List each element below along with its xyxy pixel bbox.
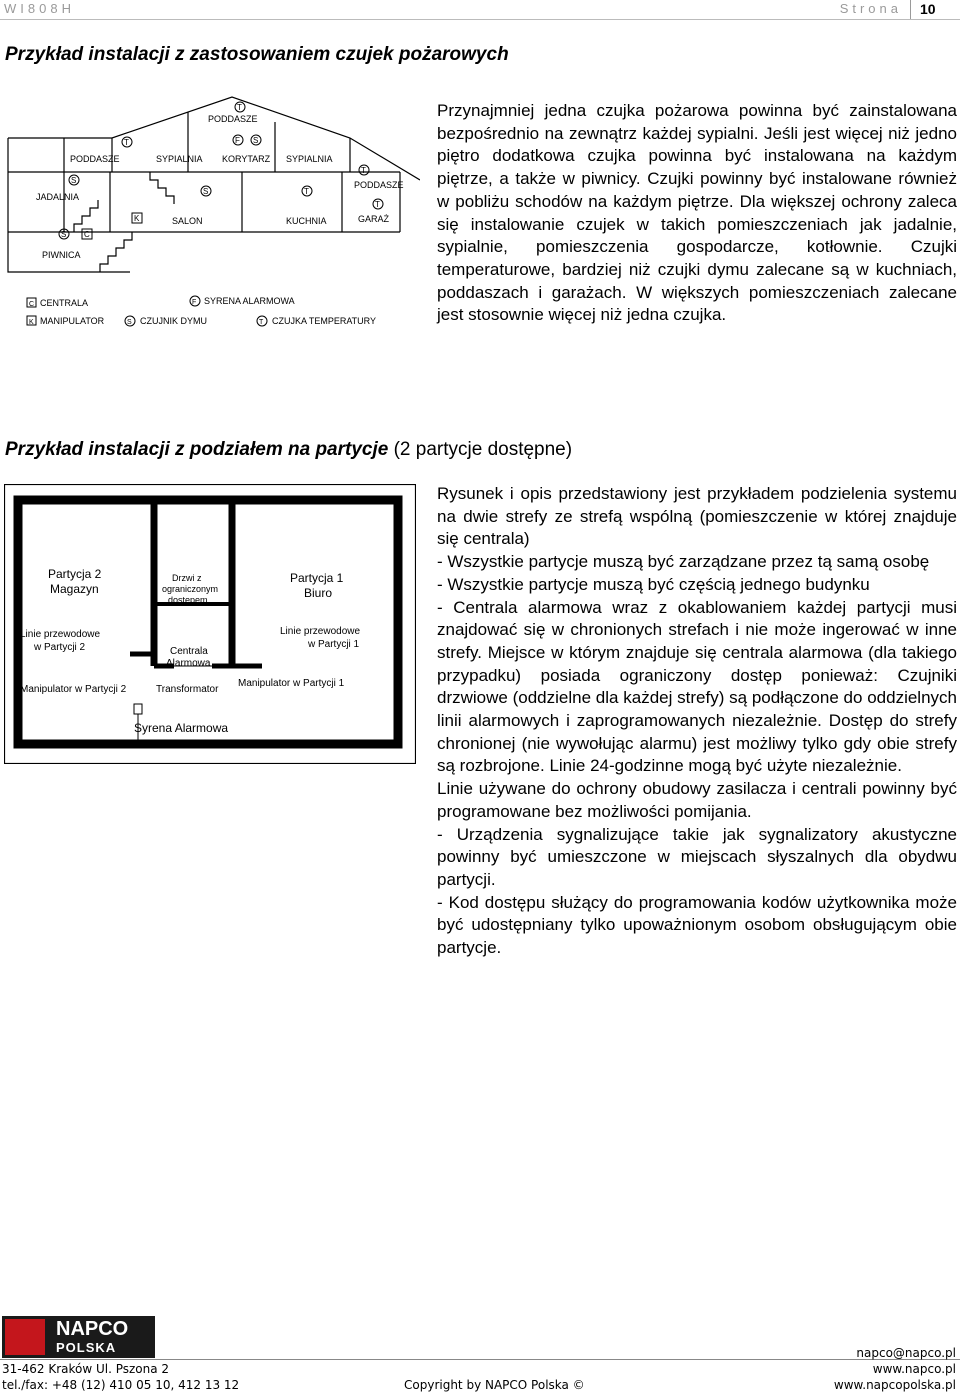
section2-paragraph: Linie używane do ochrony obudowy zasilacza i centrali powinny być programowane bez możliwości pomijania. — [437, 779, 957, 821]
svg-text:F: F — [235, 136, 240, 145]
room-label: PODDASZE — [70, 154, 120, 164]
svg-text:C: C — [84, 230, 90, 239]
page-number: 10 — [920, 1, 936, 17]
section2-text — [437, 483, 957, 960]
zone2-sublabel: Magazyn — [50, 582, 99, 596]
transformer-label: Transformator — [156, 684, 219, 695]
room-label: JADALNIA — [36, 192, 80, 202]
page-footer — [0, 1312, 960, 1392]
zone2-label: Partycja 2 — [48, 567, 102, 581]
room-label: SALON — [172, 216, 203, 226]
temp-detector-icon — [122, 137, 132, 147]
svg-text:K: K — [29, 319, 34, 326]
footer-web-link[interactable]: www.napco.pl — [872, 1362, 956, 1376]
temp-detector-icon — [235, 102, 245, 112]
section2-paragraph: - Wszystkie partycje muszą być zarządzane przez tą samą osobę — [437, 552, 930, 572]
wiring-label: w Partycji 1 — [308, 639, 360, 650]
building-walls — [18, 500, 398, 744]
svg-text:T: T — [304, 187, 309, 196]
section2-paragraph: Rysunek i opis przedstawiony jest przykładem podzielenia systemu na dwie strefy ze strefą wspólną (pomieszczenie w której znajduje się centrala) — [437, 484, 957, 549]
room-label: PODDASZE — [354, 180, 404, 190]
panel-icon — [82, 229, 92, 239]
door-label: ograniczonym — [162, 584, 219, 594]
roof-line — [8, 97, 420, 180]
smoke-detector-icon — [201, 186, 211, 196]
logo-mark-icon — [5, 1319, 45, 1355]
header-separator — [910, 0, 911, 20]
logo-text-bottom: POLSKA — [56, 1340, 117, 1355]
svg-text:T: T — [259, 319, 264, 326]
keypad-icon — [132, 213, 142, 223]
section1-title: Przykład instalacji z zastosowaniem czujek pożarowych — [5, 44, 509, 65]
room-label: GARAŻ — [358, 214, 390, 224]
svg-text:S: S — [61, 230, 67, 239]
wiring-label: Linie przewodowe — [280, 626, 361, 637]
footer-rule — [0, 1359, 960, 1360]
svg-text:S: S — [203, 187, 209, 196]
svg-text:T: T — [237, 103, 242, 112]
doc-code: WI808H — [4, 1, 75, 16]
napco-logo — [2, 1316, 155, 1358]
svg-text:F: F — [192, 299, 197, 306]
section2-title-suffix: (2 partycje dostępne) — [393, 439, 573, 460]
zone1-label: Partycja 1 — [290, 571, 344, 585]
footer-phone: tel./fax: +48 (12) 410 05 10, 412 13 12 — [2, 1378, 240, 1392]
smoke-detector-icon — [69, 175, 79, 185]
footer-web-link[interactable]: www.napcopolska.pl — [833, 1378, 956, 1392]
partition-diagram — [4, 484, 416, 764]
footer-address: 31-462 Kraków Ul. Pszona 2 — [2, 1362, 170, 1376]
legend-manipulator: MANIPULATOR — [40, 316, 105, 326]
room-label: SYPIALNIA — [156, 154, 203, 164]
section2-paragraph: - Centrala alarmowa wraz z okablowaniem każdej partycji musi znajdować się w chronionych strefach i nie może ingerować w inne strefy. Miejsce w którym znajduje się centrala alarmowa (dla takiego przypadku) posiada ograniczony dostęp ponieważ: Czujniki drzwiowe (oddzielne dla każdej strefy) są podłączone do oddzielnych linii alarmowych i zaprogramowanych niezależnie. Dostęp do strefy chronionej (nie wywołując alarmu) jest możliwy tylko gdy obie strefy są rozbrojone. Linie 24-godzinne mogą być użyte niezależnie. — [437, 597, 957, 776]
section2-paragraph: - Wszystkie partycje muszą być częścią jednego budynku — [437, 574, 870, 594]
section1-text: Przynajmniej jedna czujka pożarowa powinna być zainstalowana bezpośrednio na zewnątrz każdej sypialni. Jeśli jest więcej niż jedno piętro dodatkowa czujka powinna być instalowana na każdym piętrze, a także w piwnicy. Czujki powinny być instalowane również w pobliżu schodów na każdym piętrze. Dla większej ochrony zaleca się instalowanie czujek w takich pomieszczeniach jak jadalnie, sypialnie, pomieszczenia gospodarcze, kotłownie. Czujki temperaturowe, bardziej niż czujki dymu zalecane są w kuchniach, poddaszach i garażach. W większych pomieszczeniach zalecane jest stosownie więcej niż jedna czujka. — [437, 101, 957, 325]
section2-paragraph: - Urządzenia sygnalizujące takie jak sygnalizatory akustyczne powinny być umieszczone w miejscach słyszalnych dla obydwu partycji. — [437, 824, 957, 889]
legend-czujnik-dymu: CZUJNIK DYMU — [140, 316, 207, 326]
svg-text:T: T — [375, 200, 380, 209]
smoke-detector-icon — [59, 229, 69, 239]
svg-text:T: T — [361, 166, 366, 175]
room-label: PIWNICA — [42, 250, 81, 260]
room-label: PODDASZE — [208, 114, 258, 124]
svg-text:T: T — [124, 138, 129, 147]
temp-detector-icon — [373, 199, 383, 209]
footer-email-link[interactable]: napco@napco.pl — [856, 1346, 956, 1360]
zone1-sublabel: Biuro — [304, 586, 333, 600]
siren-icon — [134, 704, 142, 714]
temp-detector-icon — [302, 186, 312, 196]
legend-syrena: SYRENA ALARMOWA — [204, 296, 295, 306]
room-label: KUCHNIA — [286, 216, 327, 226]
siren-label: Syrena Alarmowa — [134, 721, 229, 735]
keypad2-label: Manipulator w Partycji 2 — [20, 684, 127, 695]
legend-centrala: CENTRALA — [40, 298, 89, 308]
smoke-detector-icon — [251, 135, 261, 145]
footer-copyright: Copyright by NAPCO Polska © — [404, 1378, 585, 1392]
fire-detector-house-diagram — [0, 92, 420, 342]
wiring-label: Linie przewodowe — [20, 629, 101, 640]
door-label: Drzwi z — [172, 573, 202, 583]
page-header — [0, 0, 960, 20]
room-label: KORYTARZ — [222, 154, 271, 164]
room-label: SYPIALNIA — [286, 154, 333, 164]
logo-text-top: NAPCO — [56, 1318, 129, 1340]
panel-label: Centrala — [170, 646, 208, 657]
keypad1-label: Manipulator w Partycji 1 — [238, 678, 345, 689]
svg-text:S: S — [127, 319, 132, 326]
svg-text:C: C — [29, 301, 35, 308]
svg-text:S: S — [71, 176, 77, 185]
section2-paragraph: - Kod dostępu służący do programowania kodów użytkownika może być udostępniany tylko upoważnionym osobom obsługującym obie partycje. — [437, 892, 957, 958]
legend-czujka-temp: CZUJKA TEMPERATURY — [272, 316, 377, 326]
fire-detector-icon — [233, 135, 243, 145]
door-label: dostępem — [168, 595, 208, 605]
section2-title: Przykład instalacji z podziałem na partycje (2 partycje dostępne) — [5, 439, 573, 460]
svg-text:K: K — [134, 214, 140, 223]
wiring-label: w Partycji 2 — [34, 642, 86, 653]
header-rule — [0, 19, 960, 20]
svg-text:S: S — [253, 136, 259, 145]
page-label: Strona — [839, 1, 902, 16]
panel-label: Alarmowa — [166, 658, 211, 669]
temp-detector-icon — [359, 165, 369, 175]
